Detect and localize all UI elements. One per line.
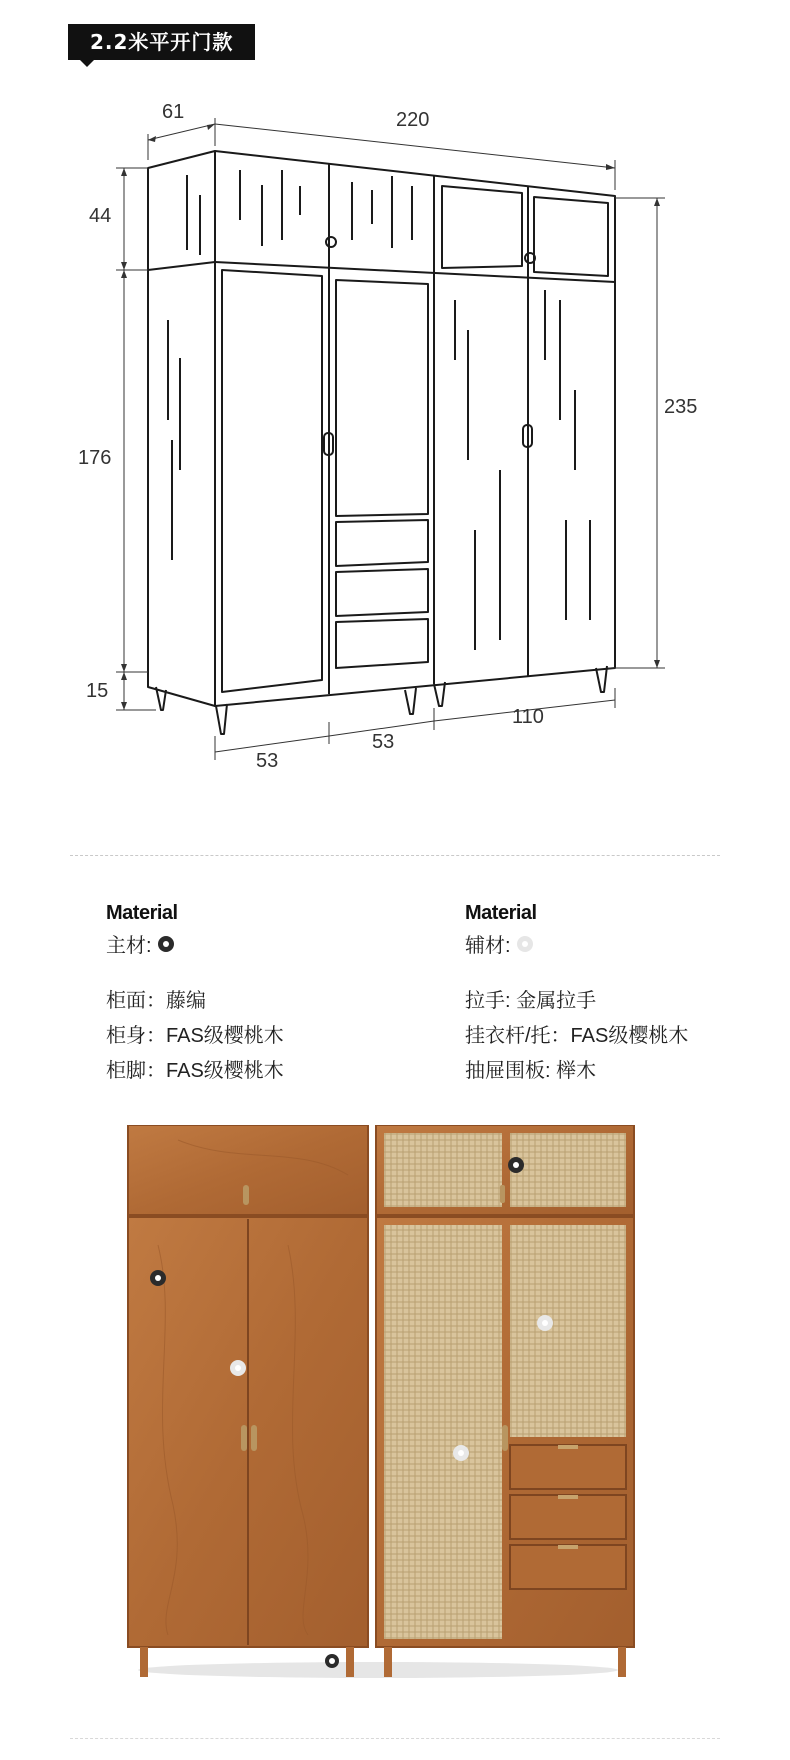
dim-segment-2: 53 [372,731,395,753]
dim-top-height: 44 [89,205,112,227]
section-divider [70,855,720,856]
wardrobe-line-drawing [0,80,790,780]
spec-item: 柜脚：FAS级樱桃木 [106,1060,284,1082]
section-title: 2.2米平开门款 [68,24,255,60]
spec-item: 柜身：FAS级樱桃木 [106,1025,284,1047]
dim-width: 220 [396,109,430,131]
spec-item: 抽屉围板: 榉木 [465,1060,597,1082]
spec-item: 柜面：藤编 [106,990,206,1012]
wardrobe-product-image [118,1125,638,1685]
material-secondary [465,902,688,1089]
light-dot-icon [517,936,533,952]
material-label [106,929,284,958]
dim-depth: 61 [162,101,185,123]
material-label-text: 主材: [106,935,152,957]
dim-segment-1: 53 [256,750,279,772]
dim-body-height: 176 [78,447,112,469]
dim-segment-3: 110 [512,706,544,728]
spec-item: 挂衣杆/托：FAS级樱桃木 [465,1025,689,1047]
dark-dot-icon [158,936,174,952]
dim-leg-height: 15 [86,680,109,702]
spec-list [106,984,284,1089]
material-heading: Material [465,902,537,924]
material-label-text: 辅材: [465,935,511,957]
title-notch [80,60,94,67]
spec-item: 拉手: 金属拉手 [465,990,597,1012]
material-label [465,929,688,958]
dim-total-height: 235 [664,396,698,418]
material-heading: Material [106,902,178,924]
material-main [106,902,284,1089]
spec-list [465,984,688,1089]
bottom-divider [70,1738,720,1739]
